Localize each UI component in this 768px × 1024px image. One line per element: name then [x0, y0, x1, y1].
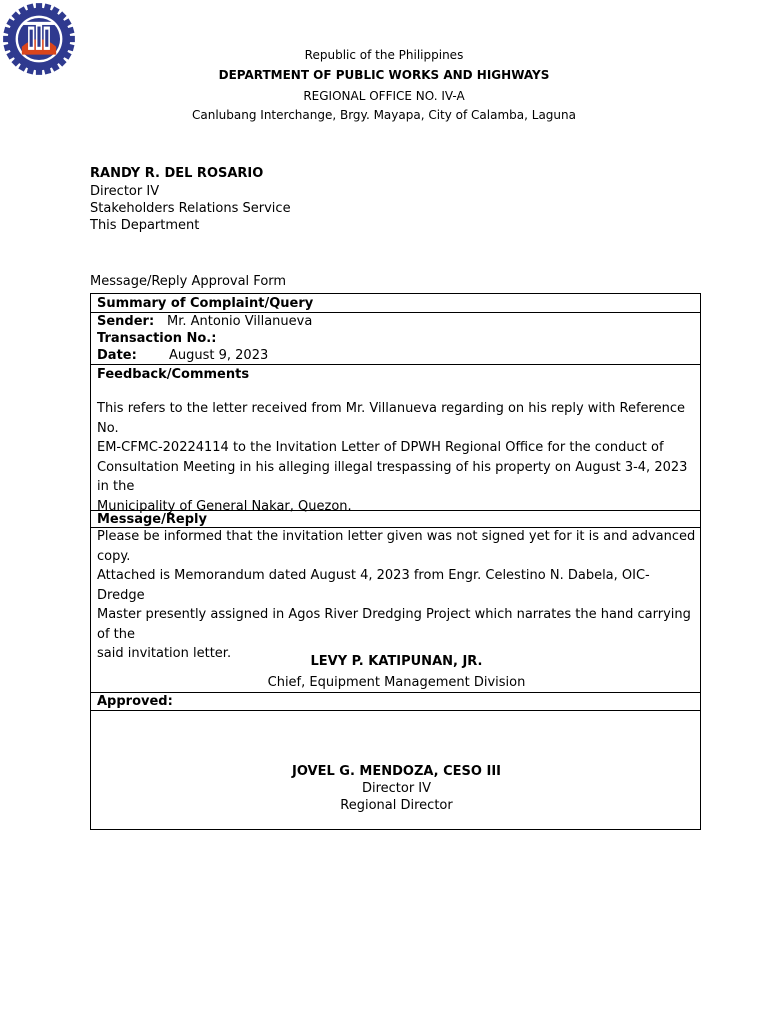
- message-line: Please be informed that the invitation letter given was not signed yet for it is and advanced copy.: [97, 529, 696, 564]
- signatory2-position: Director IV: [361, 781, 432, 796]
- date-value: August 9, 2023: [169, 348, 269, 363]
- feedback-text: [97, 399, 697, 516]
- sender-value: Mr. Antonio Villanueva: [167, 314, 313, 329]
- signatory1-name: LEVY P. KATIPUNAN, JR.: [310, 654, 483, 669]
- feedback-line: This refers to the letter received from Mr. Villanueva regarding on his reply with Reference No.: [97, 401, 685, 436]
- date-label: Date:: [97, 348, 137, 363]
- form-caption: Message/Reply Approval Form: [90, 274, 287, 289]
- approved-label: Approved:: [97, 694, 173, 709]
- letterhead-address: Canlubang Interchange, Brgy. Mayapa, City of Calamba, Laguna: [192, 108, 576, 122]
- feedback-line: Consultation Meeting in his alleging illegal trespassing of his property on August 3-4, 2023 in the: [97, 459, 688, 494]
- message-line: said invitation letter.: [97, 646, 232, 661]
- approval-form-table: [90, 293, 701, 830]
- message-line: Attached is Memorandum dated August 4, 2023 from Engr. Celestino N. Dabela, OIC- Dredge: [97, 568, 650, 603]
- addressee-office: Stakeholders Relations Service: [90, 201, 291, 216]
- signatory2-title: Regional Director: [340, 798, 453, 813]
- addressee-department: This Department: [90, 218, 200, 233]
- dpwh-seal-icon: [0, 0, 78, 78]
- message-line: Master presently assigned in Agos River Dredging Project which narrates the hand carrying of the: [97, 607, 691, 642]
- letterhead-republic: Republic of the Philippines: [304, 48, 464, 62]
- letterhead-regional-office: REGIONAL OFFICE NO. IV-A: [303, 89, 465, 103]
- feedback-header: Feedback/Comments: [97, 367, 250, 382]
- feedback-line: EM-CFMC-20224114 to the Invitation Letter of DPWH Regional Office for the conduct of: [97, 440, 664, 455]
- addressee-position: Director IV: [90, 184, 160, 199]
- letterhead-department: DEPARTMENT OF PUBLIC WORKS AND HIGHWAYS: [218, 68, 550, 82]
- sender-label: Sender:: [97, 314, 155, 329]
- summary-header: Summary of Complaint/Query: [97, 296, 314, 311]
- signatory2-name: JOVEL G. MENDOZA, CESO III: [291, 764, 502, 779]
- message-header: Message/Reply: [97, 512, 207, 527]
- message-text: [97, 527, 697, 664]
- feedback-line: Municipality of General Nakar, Quezon.: [97, 498, 352, 514]
- addressee-name: RANDY R. DEL ROSARIO: [90, 166, 264, 181]
- transaction-label: Transaction No.:: [97, 331, 217, 346]
- signatory1-title: Chief, Equipment Management Division: [267, 675, 526, 690]
